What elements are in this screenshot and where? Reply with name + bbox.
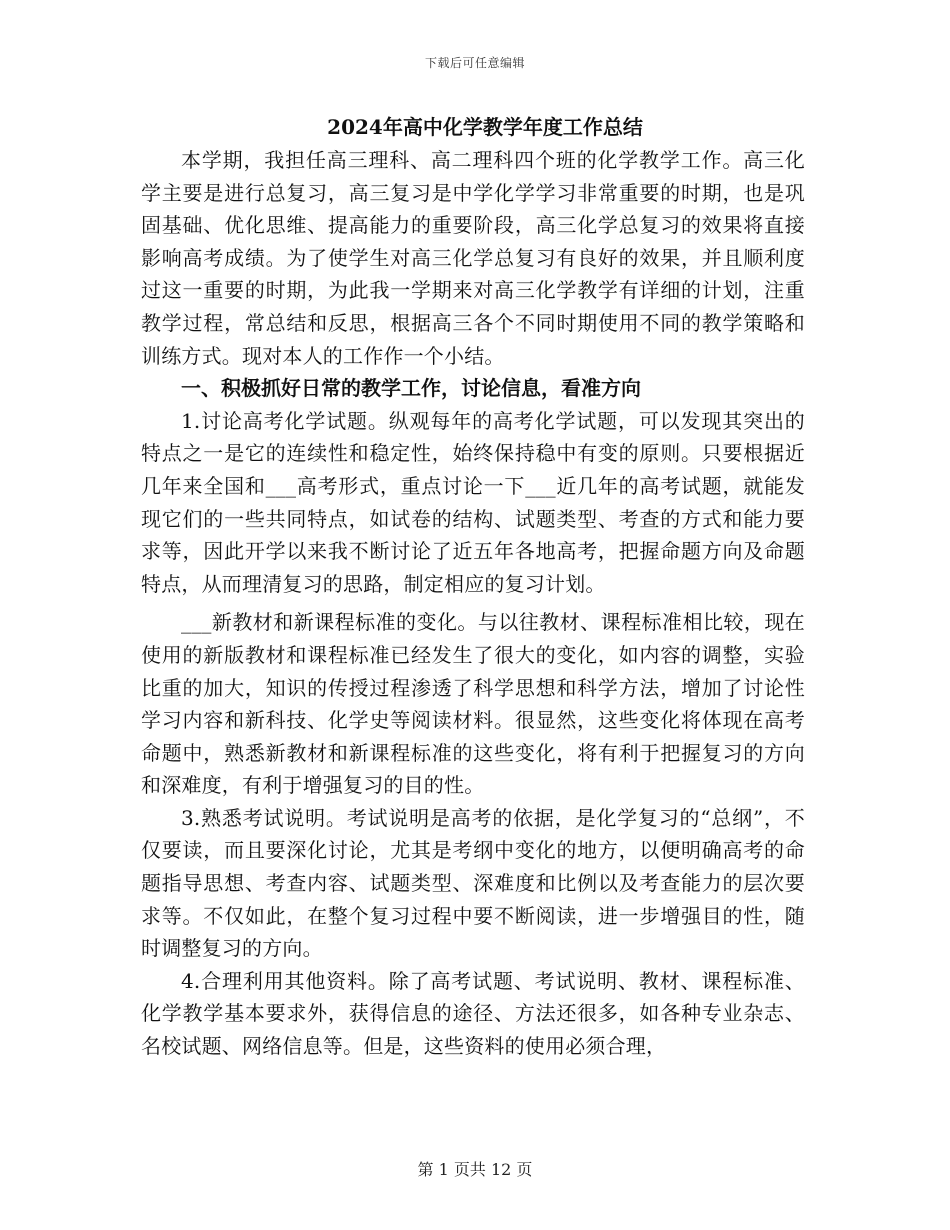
paragraph-item-1: 1.讨论高考化学试题。纵观每年的高考化学试题，可以发现其突出的特点之一是它的连续性和稳定性，始终保持稳中有变的原则。只要根据近几年来全国和___高考形式，重点讨论一下___近几年的高考试题，就能发现它们的一些共同特点，如试卷的结构、试题类型、考查的方式和能力要求等，因此开学以来我不断讨论了近五年各地高考，把握命题方向及命题特点，从而理清复习的思路，制定相应的复习计划。	[141, 408, 805, 596]
document-body	[141, 110, 805, 1063]
header-note: 下载后可任意编辑	[424, 56, 525, 70]
document-title: 2024年高中化学教学年度工作总结	[327, 115, 643, 139]
intro-paragraph: 本学期，我担任高三理科、高二理科四个班的化学教学工作。高三化学主要是进行总复习，高三复习是中学化学学习非常重要的时期，也是巩固基础、优化思维、提高能力的重要阶段，高三化学总复习的效果将直接影响高考成绩。为了使学生对高三化学总复习有良好的效果，并且顺利度过这一重要的时期，为此我一学期来对高三化学教学有详细的计划，注重教学过程，常总结和反思，根据高三各个不同时期使用不同的教学策略和训练方式。现对本人的工作作一个小结。	[141, 148, 805, 368]
paragraph-item-4: 4.合理利用其他资料。除了高考试题、考试说明、教材、课程标准、化学教学基本要求外，获得信息的途径、方法还很多，如各种专业杂志、名校试题、网络信息等。但是，这些资料的使用必须合理，	[141, 968, 805, 1059]
page-number-label: 第 1 页共 12 页	[417, 1160, 533, 1179]
paragraph-item-3: 3.熟悉考试说明。考试说明是高考的依据，是化学复习的“总纲”，不仅要读，而且要深化讨论，尤其是考纲中变化的地方，以便明确高考的命题指导思想、考查内容、试题类型、深难度和比例以及考查能力的层次要求等。不仅如此，在整个复习过程中要不断阅读，进一步增强目的性，随时调整复习的方向。	[141, 805, 805, 961]
page-number	[0, 1157, 950, 1180]
section-heading: 一、积极抓好日常的教学工作，讨论信息，看准方向	[181, 376, 641, 401]
paragraph-item-2: ___新教材和新课程标准的变化。与以往教材、课程标准相比较，现在使用的新版教材和课程标准已经发生了很大的变化，如内容的调整，实验比重的加大，知识的传授过程渗透了科学思想和科学方法，增加了讨论性学习内容和新科技、化学史等阅读材料。很显然，这些变化将体现在高考命题中，熟悉新教材和新课程标准的这些变化，将有利于把握复习的方向和深难度，有利于增强复习的目的性。	[141, 610, 805, 798]
